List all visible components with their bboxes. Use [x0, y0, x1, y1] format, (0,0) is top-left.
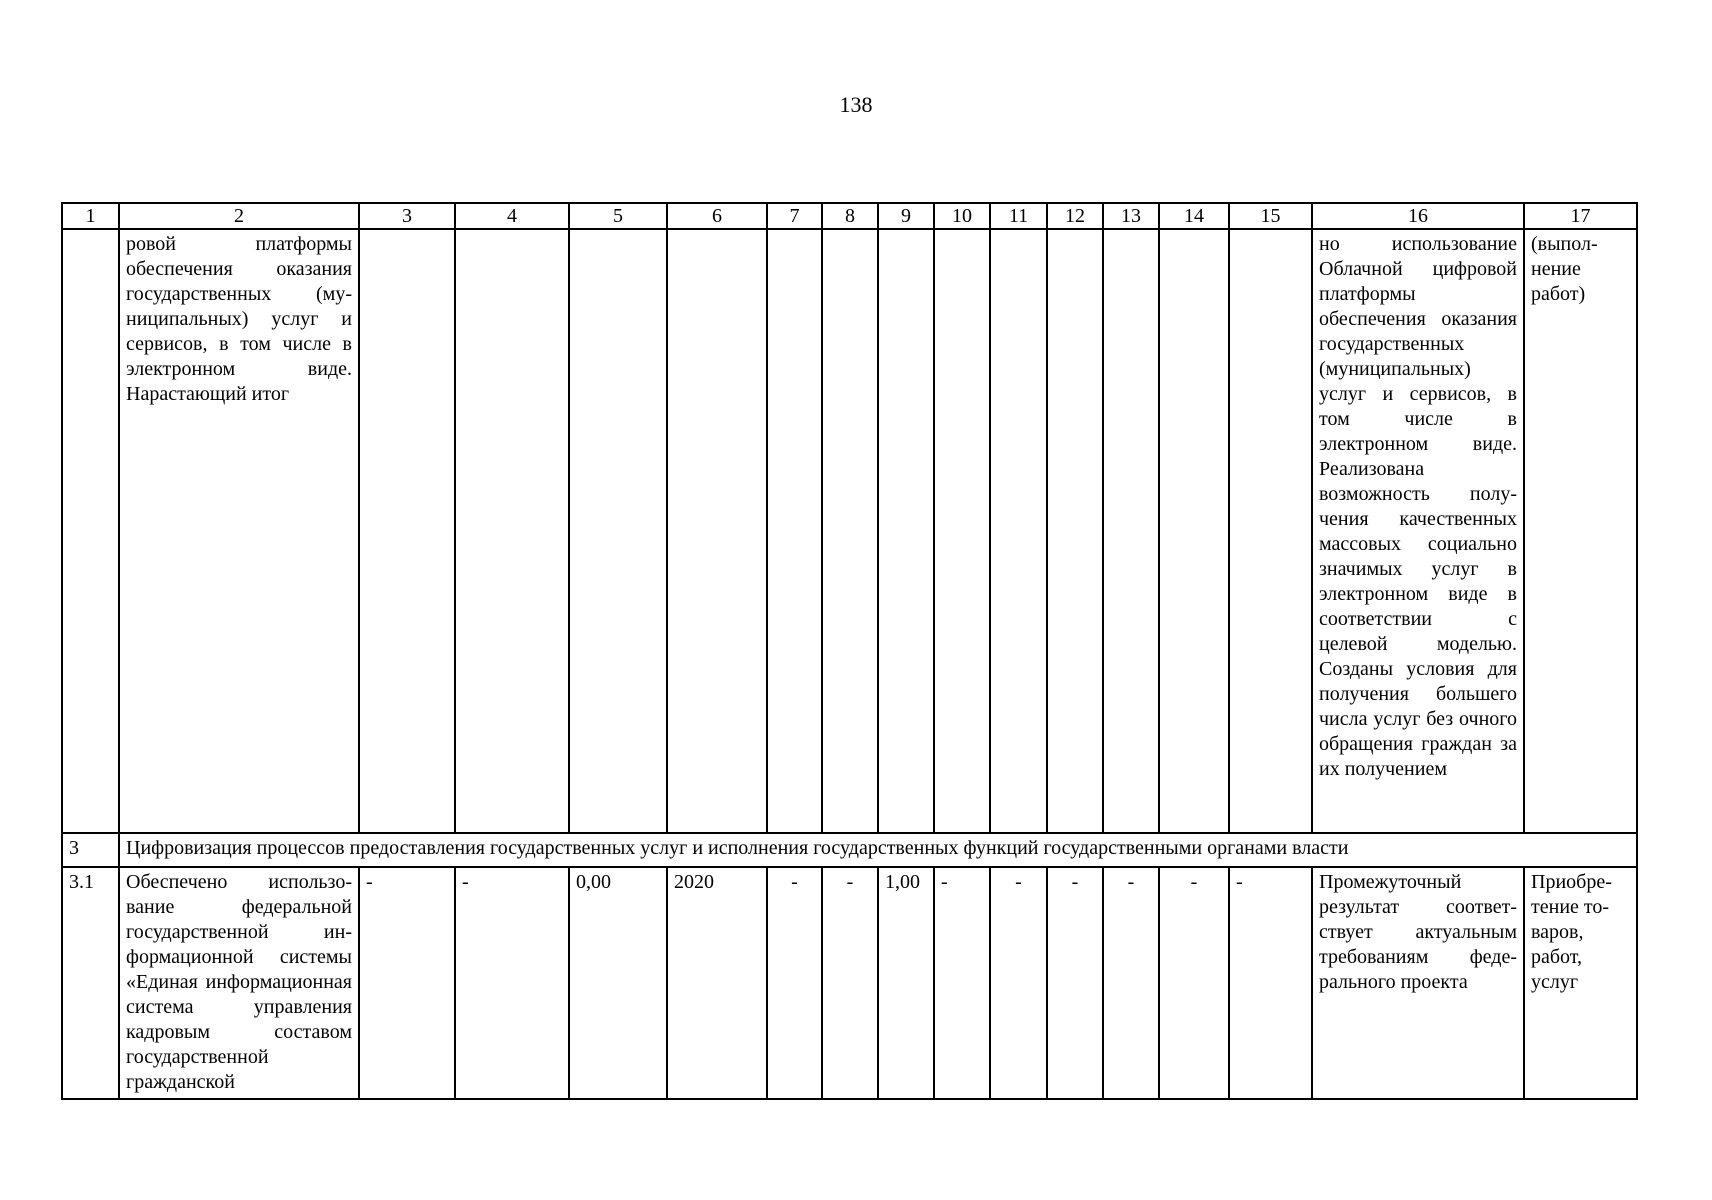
header-cell: 5	[569, 203, 667, 229]
cell-empty	[359, 229, 455, 833]
cell-col14: -	[1159, 867, 1229, 1099]
cell-indicator-name: ровой платформы обеспечения оказания государственных (муниципальных) услуг и сервисов, в том числе в электронном виде. Нарастающий итог	[119, 229, 359, 833]
cell-result-type: Приобретение товаров, работ, услуг	[1524, 867, 1637, 1099]
cell-number: 3.1	[62, 867, 119, 1099]
header-cell: 11	[990, 203, 1047, 229]
cell-empty	[1159, 229, 1229, 833]
table-header-row	[62, 203, 1637, 229]
section-row	[62, 833, 1637, 867]
cell-empty	[878, 229, 934, 833]
cell-empty	[1103, 229, 1159, 833]
cell-col3: -	[359, 867, 455, 1099]
section-number: 3	[62, 833, 119, 867]
header-cell: 16	[1312, 203, 1524, 229]
cell-empty	[1047, 229, 1103, 833]
program-table	[61, 202, 1638, 1100]
header-cell: 14	[1159, 203, 1229, 229]
cell-result-type: (выполнение работ)	[1524, 229, 1637, 833]
header-cell: 2	[119, 203, 359, 229]
cell-result-description: но использование Облачной цифровой платформы обеспечения оказания государственных (муниципальных) услуг и сервисов, в том числе в электронном виде. Реализована возможность получения качественных массовых социально значимых услуг в электронном виде в соответствии с целевой моделью. Созданы условия для получения большего числа услуг без очного обращения граждан за их получением	[1312, 229, 1524, 833]
cell-indicator-name: Обеспечено использование федеральной государственной информационной системы «Единая информационная система управления кадровым составом государственной гражданской	[119, 867, 359, 1099]
cell-empty	[990, 229, 1047, 833]
cell-result-description: Промежуточный результат соответствует актуальным требованиям федерального проекта	[1312, 867, 1524, 1099]
cell-col4: -	[455, 867, 569, 1099]
header-cell: 10	[934, 203, 990, 229]
cell-base-year: 2020	[667, 867, 767, 1099]
header-cell: 4	[455, 203, 569, 229]
header-cell: 3	[359, 203, 455, 229]
cell-col11: -	[990, 867, 1047, 1099]
header-cell: 17	[1524, 203, 1637, 229]
cell-col8: -	[822, 867, 878, 1099]
cell-empty	[667, 229, 767, 833]
header-cell: 8	[822, 203, 878, 229]
cell-col12: -	[1047, 867, 1103, 1099]
section-title: Цифровизация процессов предоставления государственных услуг и исполнения государственных функций государственными органами власти	[119, 833, 1637, 867]
header-cell: 9	[878, 203, 934, 229]
header-cell: 15	[1229, 203, 1312, 229]
header-cell: 1	[62, 203, 119, 229]
cell-number	[62, 229, 119, 833]
cell-col7: -	[767, 867, 822, 1099]
cell-empty	[822, 229, 878, 833]
cell-col9: 1,00	[878, 867, 934, 1099]
table-row-3-1	[62, 867, 1637, 1099]
cell-base-value: 0,00	[569, 867, 667, 1099]
cell-empty	[1229, 229, 1312, 833]
cell-col10: -	[934, 867, 990, 1099]
header-cell: 12	[1047, 203, 1103, 229]
header-cell: 6	[667, 203, 767, 229]
cell-col13: -	[1103, 867, 1159, 1099]
page-number: 138	[839, 92, 873, 117]
header-cell: 13	[1103, 203, 1159, 229]
cell-empty	[569, 229, 667, 833]
header-cell: 7	[767, 203, 822, 229]
table-row-continuation	[62, 229, 1637, 833]
cell-empty	[767, 229, 822, 833]
cell-empty	[934, 229, 990, 833]
cell-empty	[455, 229, 569, 833]
cell-col15: -	[1229, 867, 1312, 1099]
